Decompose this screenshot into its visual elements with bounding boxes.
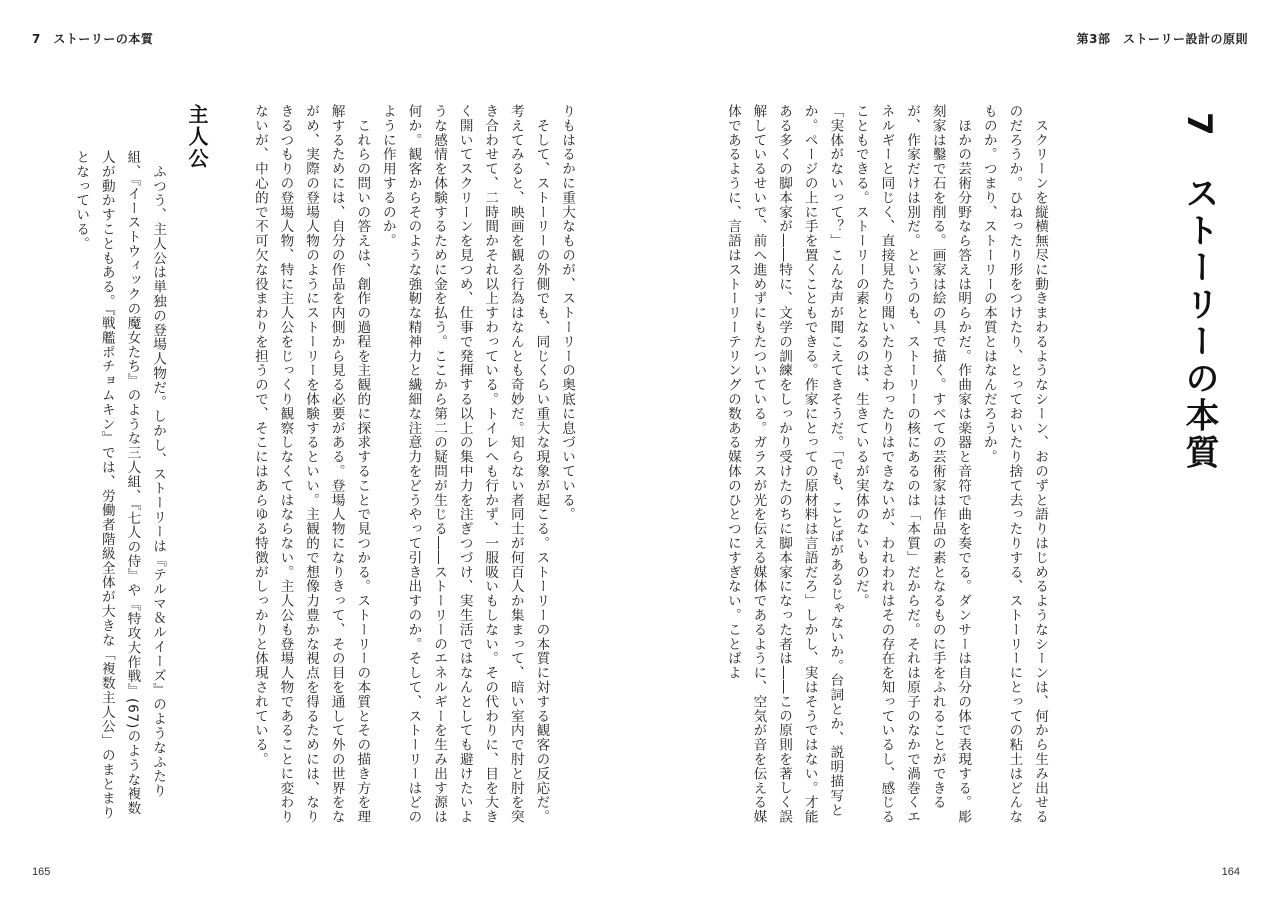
paragraph: これらの問いの答えは、創作の過程を主観的に探求することで見つかる。ストーリーの本質とその描き方を理解するためには、自分の作品を内側から見る必要がある。登場人物になりきって、その目を通して外の世界をながめ、実際の登場人物のようにストーリーを体験するといい。主観的で想像力豊かな視点を得るためには、なりきるつもりの登場人物、特に主人公をじっくり観察しなくてはならない。主人公も登場人物であることに変わりないが、中心的で不可欠な役まわりを担うので、そこにはあらゆる特徴がしっかりと体現されている。 bbox=[251, 104, 371, 824]
running-head-right: 第3部 ストーリー設計の原則 bbox=[1076, 32, 1248, 46]
paragraph: ふつう、主人公は単独の登場人物だ。しかし、ストーリーは『テルマ＆ルイーズ』のようなふたり組、『イーストウィックの魔女たち』のような三人組、『七人の侍』や『特攻大作戦』(67)のような複数人が動かすこともある。『戦艦ポチョムキン』では、労働者階級全体が大きな「複数主人公」のまとまりとなっている。 bbox=[73, 150, 166, 820]
paragraph: ほかの芸術分野なら答えは明らかだ。作曲家は楽器と音符で曲を奏でる。ダンサーは自分の体で表現する。彫刻家は鑿で石を削る。画家は絵の具で描く。すべての芸術家は作品の素となるものに手をふれることができるが、作家だけは別だ。というのも、ストーリーの核にあるのは「本質」だからだ。それは原子のなかで渦巻くエネルギーと同じく、直接見たり聞いたりさわったりはできないが、われわれはその存在を知っているし、感じることもできる。ストーリーの素となるのは、生きているが実体のないものだ。 bbox=[852, 104, 972, 824]
paragraph: そして、ストーリーの外側でも、同じくらい重大な現象が起こる。ストーリーの本質に対する観客の反応だ。考えてみると、映画を観る行為はなんとも奇妙だ。知らない者同士が何百人か集まって、暗い室内で肘と肘を突き合わせて、二時間かそれ以上すわっている。トイレへも行かず、一服吸いもしない。その代わりに、目を大きく開いてスクリーンを見つめ、仕事で発揮する以上の集中力を注ぎつづけ、実生活ではなんとしても避けたいような感情を体験するために金を払う。ここから第二の疑問が生じる――ストーリーのエネルギーを生み出す源は何か。観客からそのような強靭な精神力と繊細な注意力をどうやって引き出すのか。そして、ストーリーはどのように作用するのか。 bbox=[379, 104, 550, 824]
left-page-body-bottom bbox=[60, 150, 170, 824]
right-page-body bbox=[706, 104, 1052, 824]
paragraph: 「実体がないって？」こんな声が聞こえてきそうだ。「でも、ことばがあるじゃないか。台詞とか、説明描写とか。ページの上に手を置くこともできる。作家にとっての原材料は言語だろ」しかし、実はそうではない。才能ある多くの脚本家が――特に、文学の訓練をしっかり受けたのちに脚本家になった者は――この原則を著しく誤解しているせいで、前へ進めずにもたついている。ガラスが光を伝える媒体であるように、空気が音を伝える媒体であるように、言語はストーリーテリングの数ある媒体のひとつにすぎない。ことばよ bbox=[724, 104, 844, 824]
page-number-right: 164 bbox=[1221, 866, 1240, 878]
page-number-left: 165 bbox=[32, 866, 51, 878]
paragraph: りもはるかに重大なものが、ストーリーの奥底に息づいている。 bbox=[559, 104, 575, 522]
section-heading: 主人公 bbox=[185, 104, 209, 170]
chapter-title: 7 ストーリーの本質 bbox=[1179, 112, 1219, 472]
paragraph: スクリーンを縦横無尽に動きまわるようなシーン、おのずと語りはじめるようなシーンは、何から生み出せるのだろうか。ひねったり形をつけたり、とっておいたり捨て去ったりする、ストーリーにとっての粘土はどんなものか。つまり、ストーリーの本質とはなんだろうか。 bbox=[980, 104, 1048, 824]
left-page-body-top bbox=[215, 104, 579, 824]
running-head-left: 7 ストーリーの本質 bbox=[32, 32, 154, 46]
